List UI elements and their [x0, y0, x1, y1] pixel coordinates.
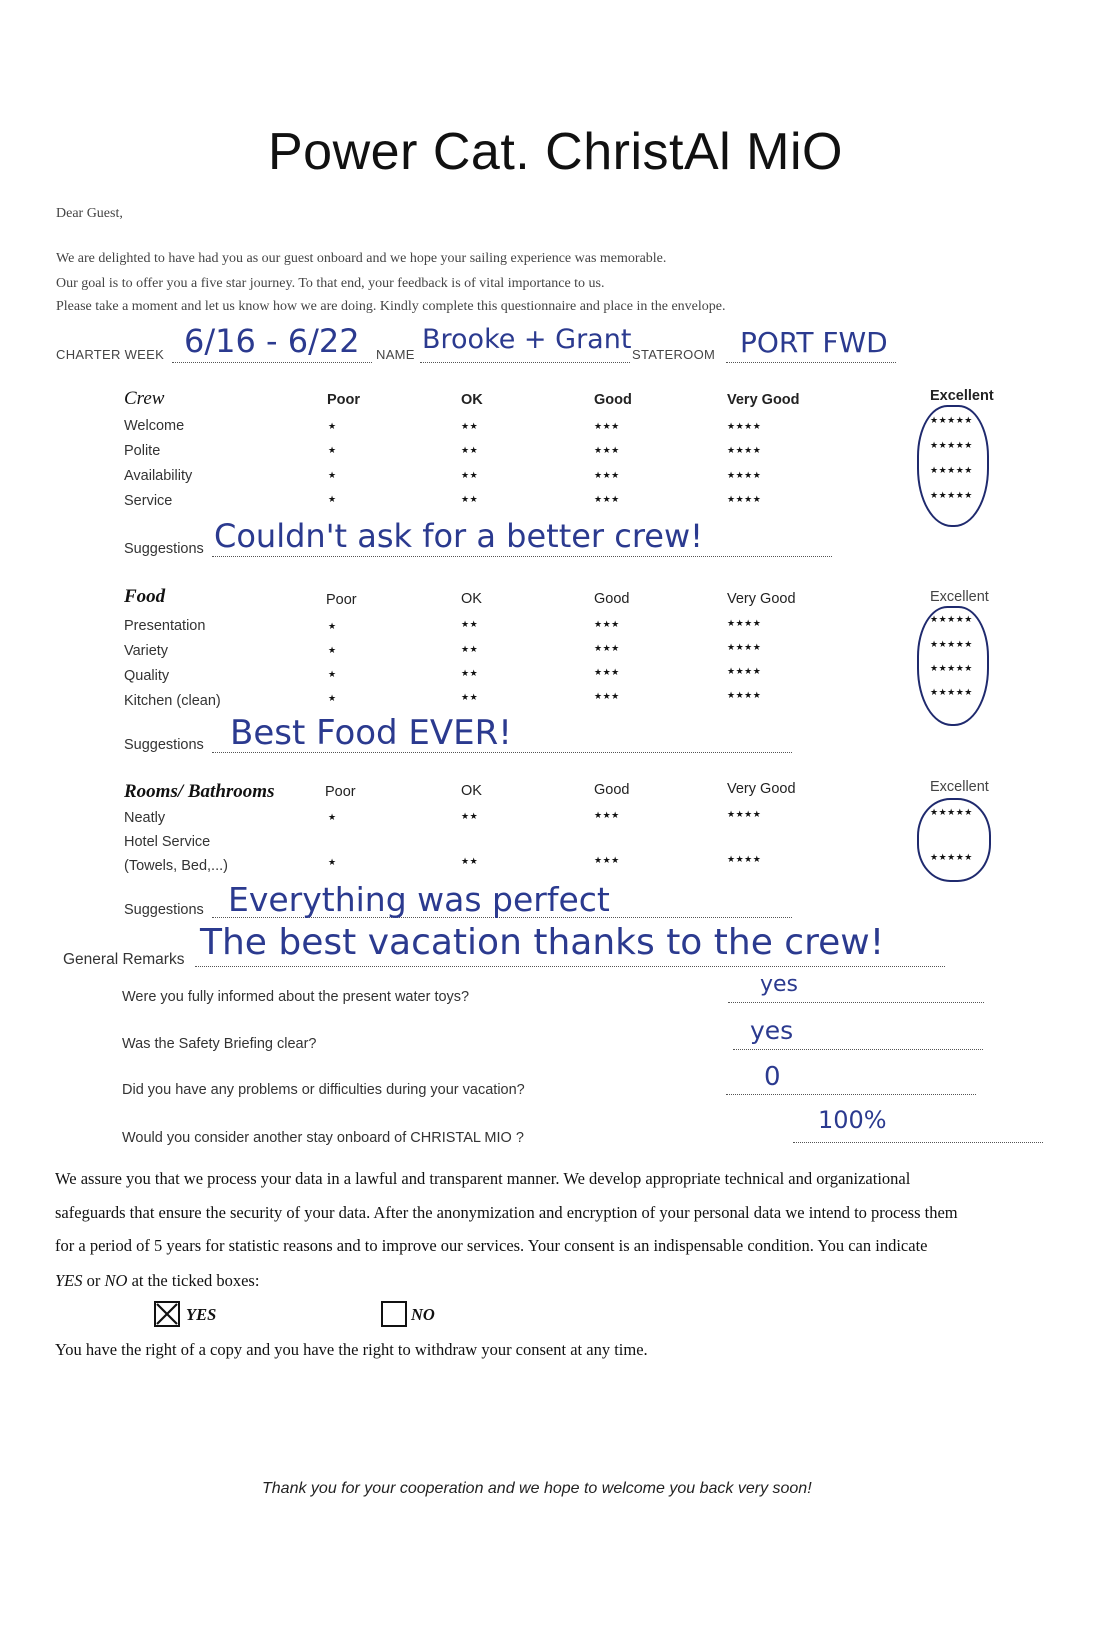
charter-week-field[interactable]: 6/16 - 6/22 [184, 322, 360, 360]
rating-star-excellent[interactable]: ★★★★★ [930, 853, 973, 863]
rating-star-poor[interactable]: ★ [328, 622, 337, 632]
question-problems: Did you have any problems or difficulties during your vacation? [122, 1082, 525, 1098]
rating-star-ok[interactable]: ★★ [461, 645, 479, 655]
stateroom-field[interactable]: PORT FWD [740, 326, 888, 359]
question-another-stay: Would you consider another stay onboard of CHRISTAL MIO ? [122, 1130, 524, 1146]
answer-line-water-toys [728, 1002, 984, 1003]
greeting: Dear Guest, [56, 206, 123, 221]
legal-no-text: NO [104, 1271, 128, 1290]
stateroom-label: STATEROOM [632, 347, 716, 362]
answer-water-toys[interactable]: yes [760, 972, 799, 997]
rating-star-excellent[interactable]: ★★★★★ [930, 466, 973, 476]
question-safety-briefing: Was the Safety Briefing clear? [122, 1036, 317, 1052]
rating-star-excellent[interactable]: ★★★★★ [930, 441, 973, 451]
name-label: NAME [376, 347, 415, 362]
rooms-excellent-circle [917, 798, 991, 882]
food-excellent-circle [917, 606, 989, 726]
crew-col-ok: OK [461, 392, 483, 408]
legal-rest-text: at the ticked boxes: [127, 1271, 260, 1290]
intro-line-3: Please take a moment and let us know how we are doing. Kindly complete this questionnaire and place in the envelope. [56, 299, 726, 314]
rooms-suggestions-field[interactable]: Everything was perfect [228, 880, 610, 919]
rating-star-excellent[interactable]: ★★★★★ [930, 615, 973, 625]
crew-item-welcome: Welcome [124, 418, 185, 434]
food-col-excellent: Excellent [930, 589, 989, 605]
rating-star-good[interactable]: ★★★ [594, 668, 620, 678]
crew-col-poor: Poor [327, 392, 361, 408]
rating-star-poor[interactable]: ★ [328, 646, 337, 656]
rating-star-excellent[interactable]: ★★★★★ [930, 416, 973, 426]
food-item-presentation: Presentation [124, 618, 206, 634]
rooms-item-neatly: Neatly [124, 810, 166, 826]
rating-star-excellent[interactable]: ★★★★★ [930, 491, 973, 501]
general-remarks-field[interactable]: The best vacation thanks to the crew! [200, 922, 885, 963]
name-field[interactable]: Brooke + Grant [422, 324, 632, 355]
stateroom-line [726, 362, 896, 363]
answer-line-safety-briefing [733, 1049, 983, 1050]
crew-item-polite: Polite [124, 443, 161, 459]
food-item-variety: Variety [124, 643, 169, 659]
rating-star-good[interactable]: ★★★ [594, 495, 620, 505]
rating-star-ok[interactable]: ★★ [461, 620, 479, 630]
rating-star-very-good[interactable]: ★★★★ [727, 495, 762, 505]
rating-star-very-good[interactable]: ★★★★ [727, 810, 762, 820]
rating-star-very-good[interactable]: ★★★★ [727, 667, 762, 677]
legal-line-2: safeguards that ensure the security of your data. After the anonymization and encryption of your personal data we intend to process them [55, 1203, 958, 1222]
question-water-toys: Were you fully informed about the present water toys? [122, 989, 470, 1005]
rating-star-good[interactable]: ★★★ [594, 811, 620, 821]
rooms-item-hotel-service: Hotel Service [124, 834, 211, 850]
food-col-very-good: Very Good [727, 591, 796, 607]
crew-excellent-circle [917, 405, 989, 527]
intro-line-2: Our goal is to offer you a five star journey. To that end, your feedback is of vital importance to us. [56, 276, 605, 291]
rating-star-poor[interactable]: ★ [328, 446, 337, 456]
rating-star-excellent[interactable]: ★★★★★ [930, 640, 973, 650]
rating-star-very-good[interactable]: ★★★★ [727, 643, 762, 653]
food-col-poor: Poor [326, 592, 357, 608]
rating-star-excellent[interactable]: ★★★★★ [930, 808, 973, 818]
legal-line-3: for a period of 5 years for statistic reasons and to improve our services. Your consent is an indispensable condition. You can indicate [55, 1236, 928, 1255]
rating-star-excellent[interactable]: ★★★★★ [930, 664, 973, 674]
rooms-col-ok: OK [461, 783, 482, 799]
rating-star-good[interactable]: ★★★ [594, 471, 620, 481]
food-col-good: Good [594, 591, 630, 607]
rating-star-very-good[interactable]: ★★★★ [727, 691, 762, 701]
answer-safety-briefing[interactable]: yes [750, 1016, 794, 1045]
rating-star-poor[interactable]: ★ [328, 422, 337, 432]
answer-another-stay[interactable]: 100% [818, 1106, 887, 1134]
legal-line-1: We assure you that we process your data in a lawful and transparent manner. We develop appropriate technical and organizational [55, 1169, 911, 1188]
rooms-suggestions-label: Suggestions [124, 902, 204, 918]
rooms-col-good: Good [594, 782, 630, 798]
legal-or-text: or [82, 1271, 105, 1290]
rating-star-ok[interactable]: ★★ [461, 495, 479, 505]
rating-star-very-good[interactable]: ★★★★ [727, 471, 762, 481]
general-remarks-line [195, 966, 945, 967]
rating-star-good[interactable]: ★★★ [594, 856, 620, 866]
crew-col-good: Good [594, 392, 632, 408]
rooms-col-excellent: Excellent [930, 779, 989, 795]
rooms-col-poor: Poor [325, 784, 356, 800]
rating-star-very-good[interactable]: ★★★★ [727, 855, 762, 865]
answer-line-another-stay [793, 1142, 1043, 1143]
rating-star-poor[interactable]: ★ [328, 694, 337, 704]
food-col-ok: OK [461, 591, 482, 607]
consent-no-checkbox[interactable] [381, 1301, 407, 1327]
checkmark-x-icon [156, 1303, 178, 1325]
consent-rights-text: You have the right of a copy and you have the right to withdraw your consent at any time. [55, 1340, 648, 1359]
rating-star-very-good[interactable]: ★★★★ [727, 446, 762, 456]
general-remarks-label: General Remarks [63, 951, 185, 968]
charter-week-label: CHARTER WEEK [56, 347, 165, 362]
consent-yes-checkbox[interactable] [154, 1301, 180, 1327]
rating-star-ok[interactable]: ★★ [461, 446, 479, 456]
crew-item-availability: Availability [124, 468, 193, 484]
footer-thanks: Thank you for your cooperation and we hope to welcome you back very soon! [262, 1480, 812, 1497]
rating-star-ok[interactable]: ★★ [461, 422, 479, 432]
rating-star-good[interactable]: ★★★ [594, 692, 620, 702]
food-item-quality: Quality [124, 668, 170, 684]
intro-line-1: We are delighted to have had you as our guest onboard and we hope your sailing experience was memorable. [56, 251, 667, 266]
answer-line-problems [726, 1094, 976, 1095]
rating-star-poor[interactable]: ★ [328, 813, 337, 823]
rating-star-good[interactable]: ★★★ [594, 644, 620, 654]
legal-line-4 [55, 1271, 259, 1291]
legal-yes-text: YES [55, 1271, 83, 1290]
rating-star-ok[interactable]: ★★ [461, 669, 479, 679]
food-suggestions-field[interactable]: Best Food EVER! [230, 713, 512, 753]
rating-star-ok[interactable]: ★★ [461, 857, 479, 867]
food-item-kitchen: Kitchen (clean) [124, 693, 221, 709]
food-suggestions-label: Suggestions [124, 737, 204, 753]
rating-star-good[interactable]: ★★★ [594, 620, 620, 630]
rating-star-good[interactable]: ★★★ [594, 422, 620, 432]
consent-no-label: NO [411, 1305, 435, 1324]
crew-item-service: Service [124, 493, 173, 509]
rating-star-poor[interactable]: ★ [328, 858, 337, 868]
crew-suggestions-field[interactable]: Couldn't ask for a better crew! [214, 517, 703, 555]
rating-star-excellent[interactable]: ★★★★★ [930, 688, 973, 698]
crew-col-very-good: Very Good [727, 392, 800, 408]
crew-suggestions-line [212, 556, 832, 557]
rating-star-ok[interactable]: ★★ [461, 471, 479, 481]
charter-week-line [172, 362, 372, 363]
page-title: Power Cat. ChristAl MiO [268, 123, 843, 181]
rating-star-poor[interactable]: ★ [328, 670, 337, 680]
rating-star-ok[interactable]: ★★ [461, 812, 479, 822]
rating-star-good[interactable]: ★★★ [594, 446, 620, 456]
consent-yes-label: YES [186, 1305, 217, 1324]
rating-star-very-good[interactable]: ★★★★ [727, 422, 762, 432]
crew-section-title: Crew [124, 388, 165, 409]
crew-suggestions-label: Suggestions [124, 541, 204, 557]
rating-star-ok[interactable]: ★★ [461, 693, 479, 703]
name-line [420, 362, 630, 363]
answer-problems[interactable]: 0 [764, 1062, 781, 1092]
food-section-title: Food [124, 586, 166, 607]
rooms-col-very-good: Very Good [727, 781, 796, 797]
rooms-section-title: Rooms/ Bathrooms [124, 781, 275, 802]
rooms-item-towels: (Towels, Bed,...) [124, 858, 228, 874]
rating-star-very-good[interactable]: ★★★★ [727, 619, 762, 629]
rating-star-poor[interactable]: ★ [328, 495, 337, 505]
crew-col-excellent: Excellent [930, 388, 994, 404]
rating-star-poor[interactable]: ★ [328, 471, 337, 481]
